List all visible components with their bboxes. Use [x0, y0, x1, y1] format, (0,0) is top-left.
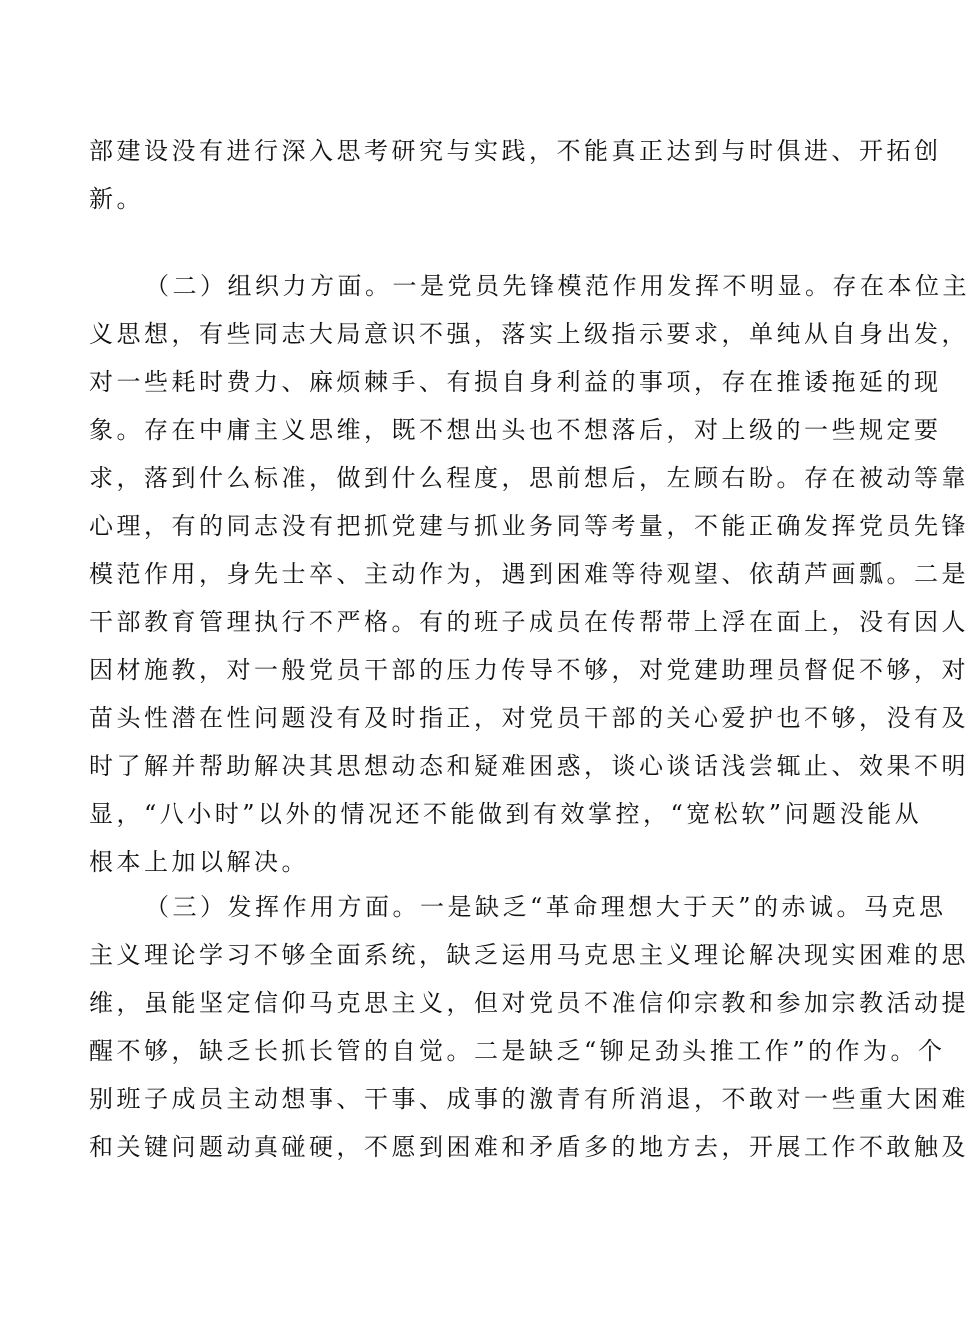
text-line: 主义理论学习不够全面系统，缺乏运用马克思主义理论解决现实困难的思	[89, 941, 969, 969]
text-line: （二）组织力方面。一是党员先锋模范作用发挥不明显。存在本位主	[145, 272, 970, 300]
text-line: （三）发挥作用方面。一是缺乏“革命理想大于天”的赤诚。马克思	[145, 893, 947, 921]
paragraph-organization	[89, 262, 970, 886]
text-line: 对一些耗时费力、麻烦棘手、有损自身利益的事项，存在推诿拖延的现	[89, 368, 942, 396]
text-line: 时了解并帮助解决其思想动态和疑难困惑，谈心谈话浅尝辄止、效果不明	[89, 752, 969, 780]
text-line: 维，虽能坚定信仰马克思主义，但对党员不准信仰宗教和参加宗教活动提	[89, 989, 969, 1017]
text-line: 求，落到什么标准，做到什么程度，思前想后，左顾右盼。存在被动等靠	[89, 464, 969, 492]
text-line: 义思想，有些同志大局意识不强，落实上级指示要求，单纯从自身出发，	[89, 320, 969, 348]
text-line: 显，“八小时”以外的情况还不能做到有效掌控，“宽松软”问题没能从	[89, 800, 923, 828]
text-line: 苗头性潜在性问题没有及时指正，对党员干部的关心爱护也不够，没有及	[89, 704, 969, 732]
text-line: 象。存在中庸主义思维，既不想出头也不想落后，对上级的一些规定要	[89, 416, 942, 444]
paragraph-role	[89, 883, 969, 1171]
paragraph-continuation	[89, 127, 942, 223]
text-line: 新。	[89, 185, 144, 213]
text-line: 别班子成员主动想事、干事、成事的激青有所消退，不敢对一些重大困难	[89, 1085, 969, 1113]
text-line: 根本上加以解决。	[89, 848, 309, 876]
text-line: 和关键问题动真碰硬，不愿到困难和矛盾多的地方去，开展工作不敢触及	[89, 1133, 969, 1161]
text-line: 部建设没有进行深入思考研究与实践，不能真正达到与时俱进、开拓创	[89, 137, 942, 165]
text-line: 模范作用，身先士卒、主动作为，遇到困难等待观望、依葫芦画瓢。二是	[89, 560, 969, 588]
text-line: 因材施教，对一般党员干部的压力传导不够，对党建助理员督促不够，对	[89, 656, 969, 684]
text-line: 心理，有的同志没有把抓党建与抓业务同等考量，不能正确发挥党员先锋	[89, 512, 969, 540]
text-line: 醒不够，缺乏长抓长管的自觉。二是缺乏“铆足劲头推工作”的作为。个	[89, 1037, 946, 1065]
text-line: 干部教育管理执行不严格。有的班子成员在传帮带上浮在面上，没有因人	[89, 608, 969, 636]
